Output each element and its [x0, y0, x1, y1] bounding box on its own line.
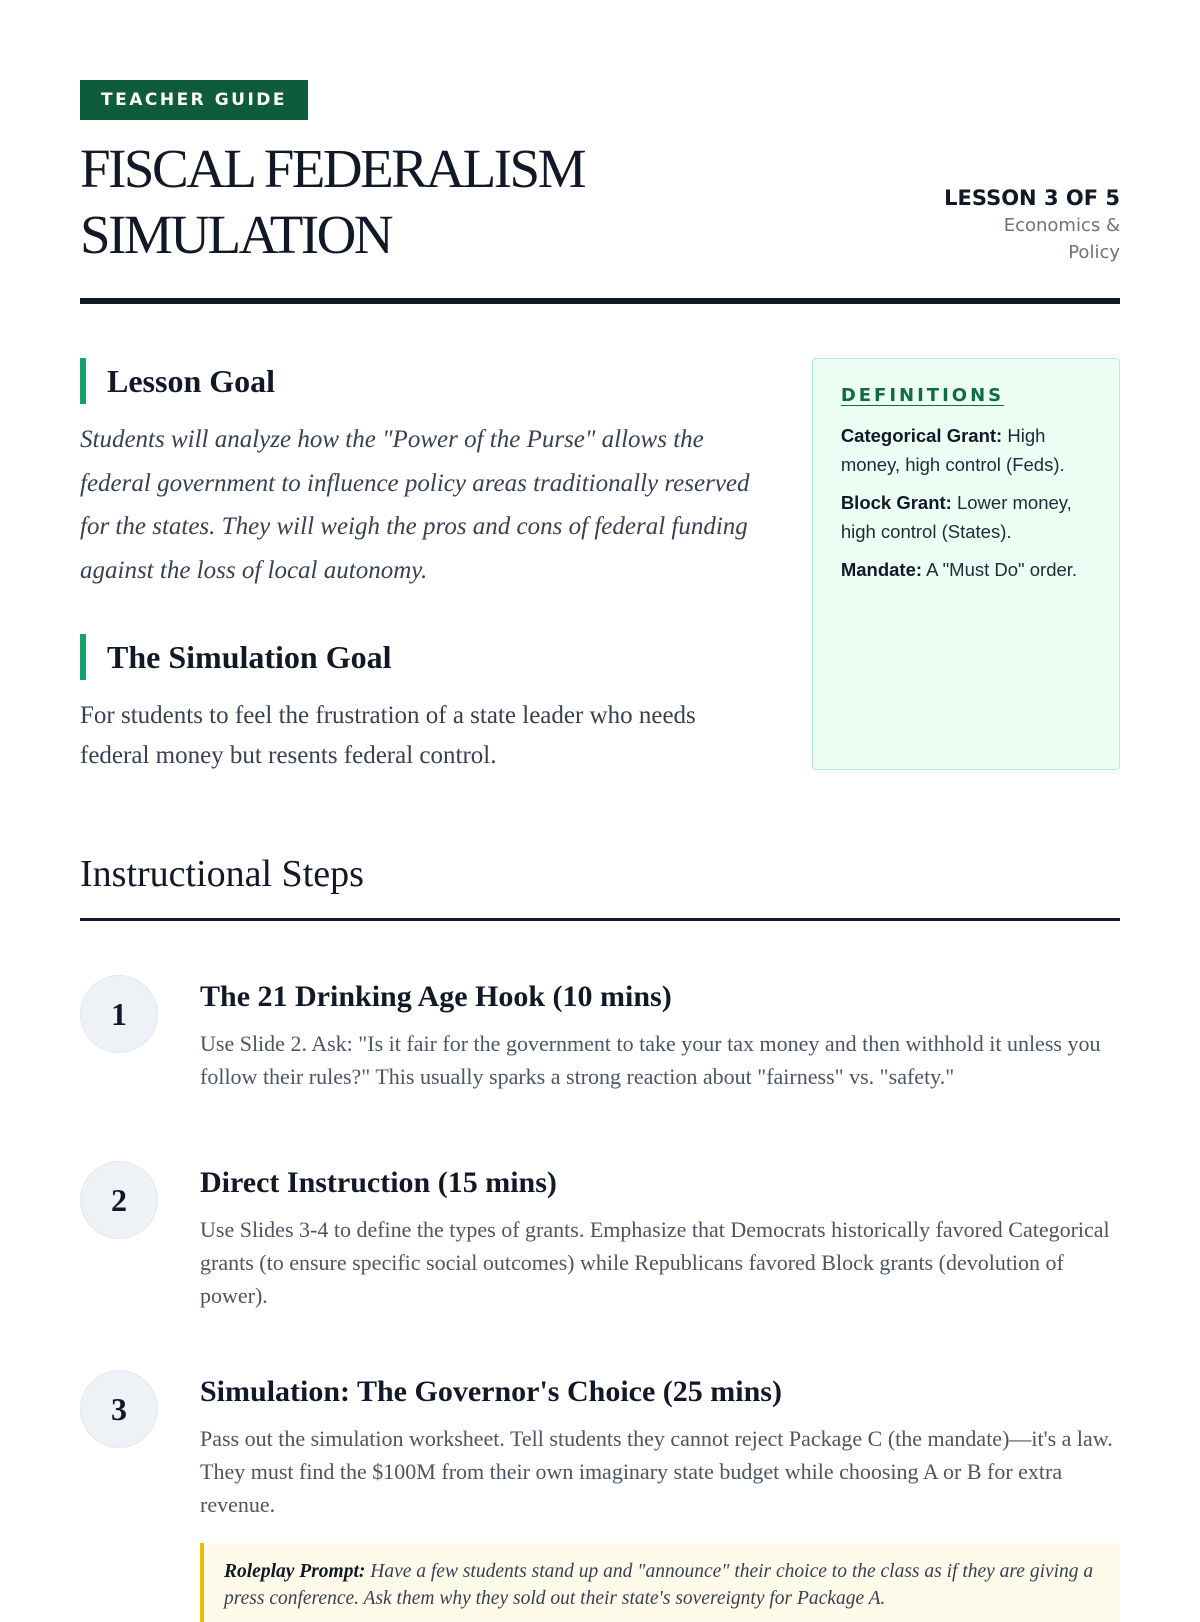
- lesson-subject: Economics & Policy: [1003, 215, 1120, 263]
- step-number-badge: 1: [80, 975, 158, 1053]
- simulation-goal-heading: The Simulation Goal: [80, 634, 750, 680]
- step-number-badge: 2: [80, 1161, 158, 1239]
- lesson-goal-text: Students will analyze how the "Power of the Purse" allows the federal government to influence policy areas traditionally reserved for the states. They will weigh the pros and cons of federal funding against the loss of local autonomy.: [80, 426, 750, 584]
- definitions-box: [812, 358, 1120, 770]
- definition-text: High money, high control (Feds).: [840, 425, 1065, 475]
- steps-divider: [80, 918, 1120, 921]
- step-number-badge: 3: [80, 1370, 158, 1448]
- step-body: [200, 1370, 1120, 1622]
- definition-term: Block Grant:: [840, 492, 952, 513]
- definition-item: [841, 489, 1091, 546]
- instructional-steps-heading: Instructional Steps: [80, 853, 364, 895]
- definition-term: Categorical Grant:: [840, 425, 1003, 446]
- goals-section: [80, 358, 1120, 776]
- title-line-2: SIMULATION: [80, 204, 392, 265]
- definition-text: Lower money, high control (States).: [840, 492, 1072, 542]
- step-item: [80, 1370, 1120, 1622]
- guide-header: [80, 80, 1120, 268]
- callout-label: Roleplay Prompt:: [224, 1561, 366, 1582]
- step-title: The 21 Drinking Age Hook (10 mins): [200, 980, 672, 1013]
- step-item: [80, 975, 1120, 1093]
- simulation-goal-text: For students to feel the frustration of a state leader who needs federal money but resents federal control.: [80, 702, 696, 769]
- definition-item: [841, 422, 1091, 479]
- definition-term: Mandate:: [840, 559, 923, 580]
- step-text: Use Slide 2. Ask: "Is it fair for the government to take your tax money and then withhold it unless you follow their rules?" This usually sparks a strong reaction about "fairness" vs. "safety.": [200, 1031, 1101, 1089]
- goals-column: [80, 358, 750, 776]
- teacher-guide-badge: TEACHER GUIDE: [80, 80, 308, 120]
- lesson-meta: [944, 184, 1120, 266]
- step-text: Use Slides 3-4 to define the types of grants. Emphasize that Democrats historically favored Categorical grants (to ensure specific social outcomes) while Republicans favored Block grants (devolution of power).: [200, 1217, 1110, 1308]
- step-title: Direct Instruction (15 mins): [200, 1166, 557, 1199]
- definitions-title: DEFINITIONS: [840, 385, 1005, 406]
- step-body: [200, 1161, 1120, 1312]
- definition-text: A "Must Do" order.: [926, 559, 1078, 580]
- header-divider: [80, 298, 1120, 304]
- lesson-goal-heading: Lesson Goal: [80, 358, 750, 404]
- step-body: [200, 975, 1120, 1093]
- callout-text: Have a few students stand up and "announce" their choice to the class as if they are giving a press conference. Ask them why they sold out their state's sovereignty for Package A.: [224, 1561, 1094, 1609]
- roleplay-callout: [200, 1543, 1120, 1622]
- step-item: [80, 1161, 1120, 1312]
- title-line-1: FISCAL FEDERALISM: [80, 138, 585, 199]
- lesson-number: LESSON 3 OF 5: [944, 186, 1120, 210]
- definition-item: [841, 556, 1091, 585]
- step-title: Simulation: The Governor's Choice (25 mins): [200, 1375, 782, 1408]
- step-text: Pass out the simulation worksheet. Tell students they cannot reject Package C (the mandate)—it's a law. They must find the $100M from their own imaginary state budget while choosing A or B for extra revenue.: [200, 1426, 1113, 1517]
